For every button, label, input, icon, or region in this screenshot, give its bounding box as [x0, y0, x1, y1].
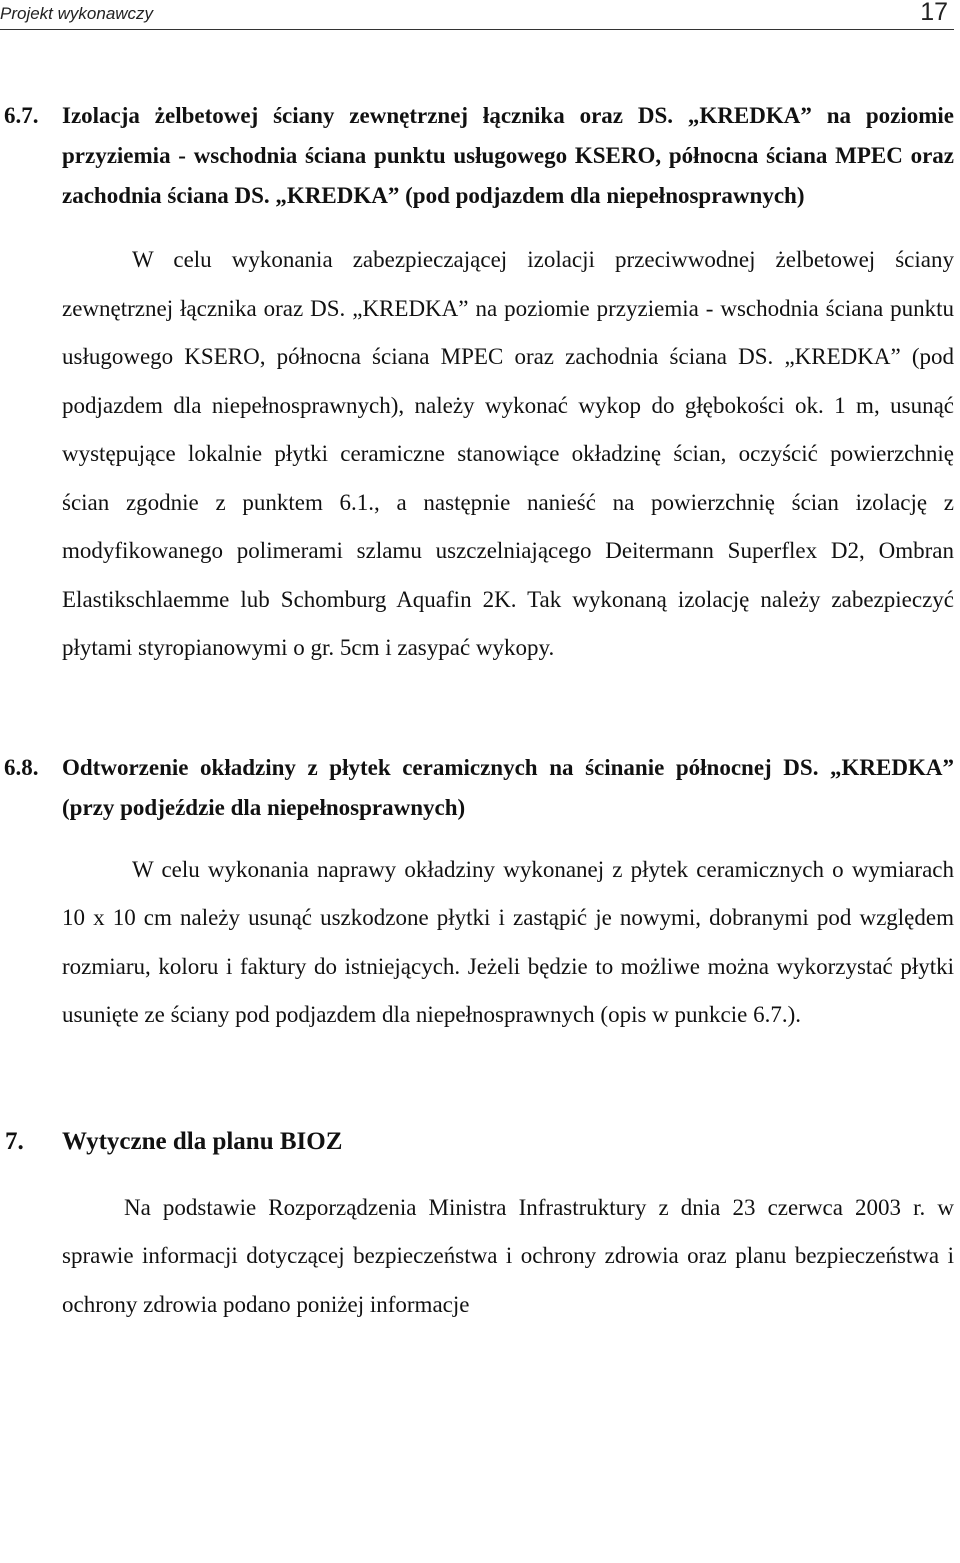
section-paragraph: W celu wykonania zabezpieczającej izolacji przeciwwodnej żelbetowej ściany zewnętrznej łącznika oraz DS. „KREDKA” na poziomie przyziemia - wschodnia ściana punktu usługowego KSERO, północna ściana MPEC oraz zachodnia ściana DS. „KREDKA” (pod podjazdem dla niepełnosprawnych), należy wykonać wykop do głębokości ok. 1 m, usunąć występujące lokalnie płytki ceramiczne stanowiące okładzinę ścian, oczyścić powierzchnię ścian zgodnie z punktem 6.1., a następnie nanieść na powierzchnię ścian izolację z modyfikowanego polimerami szlamu uszczelniającego Deitermann Superflex D2, Ombran Elastikschlaemme lub Schomburg Aquafin 2K. Tak wykonaną izolację należy zabezpieczyć płytami styropianowymi o gr. 5cm i zasypać wykopy. — [62, 247, 954, 660]
header-divider — [0, 29, 954, 30]
page-header — [0, 0, 960, 30]
section-heading — [5, 1122, 954, 1162]
section-number: 6.7. — [4, 103, 39, 128]
page-number: 17 — [920, 0, 948, 26]
section-heading — [4, 96, 954, 216]
section-heading-text: Odtworzenie okładziny z płytek ceramicznych na ścinanie północnej DS. „KREDKA” (przy podjeździe dla niepełnosprawnych) — [62, 754, 954, 820]
section-paragraph: W celu wykonania naprawy okładziny wykonanej z płytek ceramicznych o wymiarach 10 x 10 cm należy usunąć uszkodzone płytki i zastąpić je nowymi, dobranymi pod względem rozmiaru, koloru i faktury do istniejących. Jeżeli będzie to możliwe można wykorzystać płytki usunięte ze ściany pod podjazdem dla niepełnosprawnych (opis w punkcie 6.7.). — [62, 856, 954, 1027]
document-body — [4, 96, 954, 1329]
section-heading — [4, 748, 954, 828]
section-number: 7. — [5, 1127, 24, 1155]
section-heading-text: Wytyczne dla planu BIOZ — [62, 1127, 343, 1155]
document-title: Projekt wykonawczy — [0, 4, 154, 23]
section-heading-text: Izolacja żelbetowej ściany zewnętrznej łącznika oraz DS. „KREDKA” na poziomie przyziemia - wschodnia ściana punktu usługowego KSERO, północna ściana MPEC oraz zachodnia ściana DS. „KREDKA” (pod podjazdem dla niepełnosprawnych) — [62, 103, 954, 208]
section-paragraph: Na podstawie Rozporządzenia Ministra Infrastruktury z dnia 23 czerwca 2003 r. w sprawie informacji dotyczącej bezpieczeństwa i ochrony zdrowia oraz planu bezpieczeństwa i ochrony zdrowia podano poniżej informacje — [62, 1194, 954, 1317]
section-number: 6.8. — [4, 754, 39, 780]
